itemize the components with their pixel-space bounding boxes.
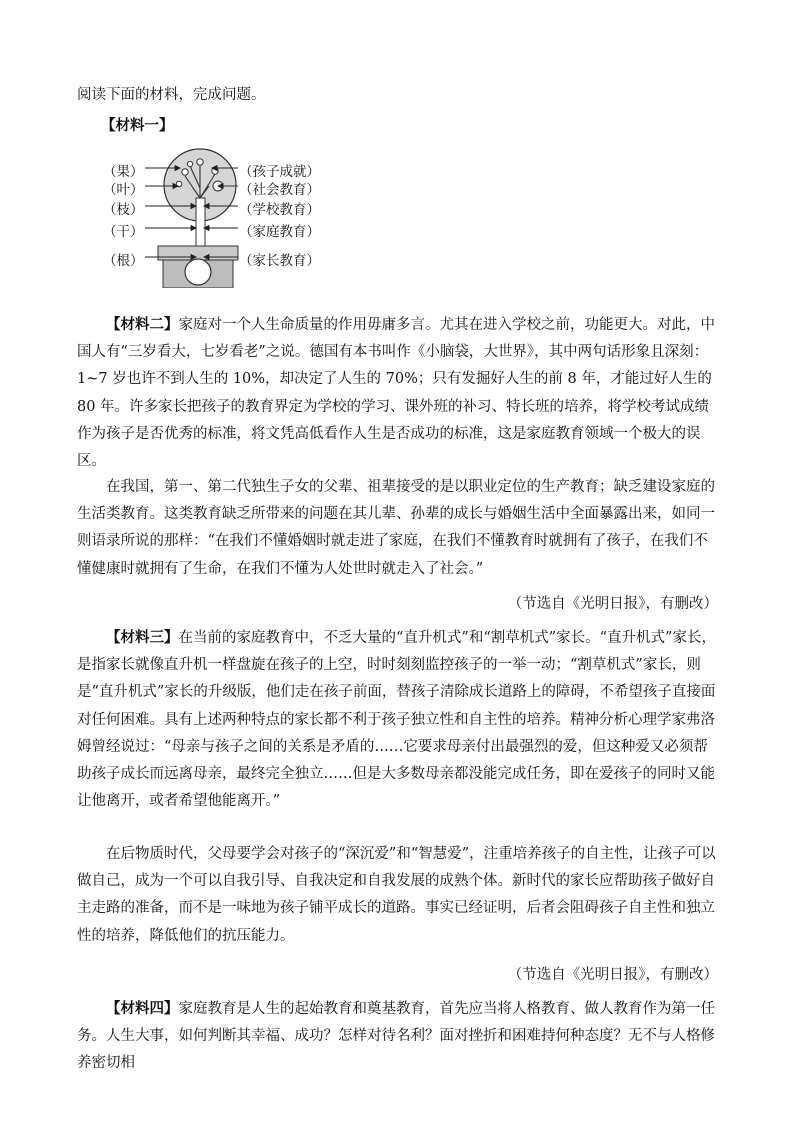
material3-text-1: 在当前的家庭教育中，不乏大量的“直升机式”和“割草机式”家长。“直升机式”家长，是指家长就像直升机一样盘旋在孩子的上空，时时刻刻监控孩子的一举一动；“割草机式”家长，则是“直升机式”家长的升级版，他们走在孩子前面，替孩子清除成长道路上的障碍，不希望孩子直接面对任何困难。具有上述两种特点的家长都不利于孩子独立性和自主性的培养。精神分析心理学家弗洛姆曾经说过：“母亲与孩子之间的关系是矛盾的……它要求母亲付出最强烈的爱，但这种爱又必须帮助孩子成长而远离母亲，最终完全独立……但是大多数母亲都没能完成任务，即在爱孩子的同时又能让他离开，或者希望他能离开。” <box>77 630 716 810</box>
material4-label: 【材料四】 <box>106 1000 179 1017</box>
material3-paragraph-2: 在后物质时代，父母要学会对孩子的“深沉爱”和“智慧爱”，注重培养孩子的自主性，让孩子可以做自己，成为一个可以自我引导、自我决定和自我发展的成熟个体。新时代的家长应帮助孩子做好自主走路的准备，而不是一味地为孩子铺平成长的道路。事实已经证明，后者会阻碍孩子自主性和独立性的培养，降低他们的抗压能力。 <box>77 846 716 944</box>
tree-right-label-family: （家庭教育） <box>239 224 320 240</box>
material3-paragraph-1 <box>77 624 717 815</box>
material4-paragraph-1 <box>77 995 717 1078</box>
intro-instruction: 阅读下面的材料，完成问题。 <box>77 87 266 103</box>
tree-left-label-leaf: （叶） <box>103 182 144 198</box>
tree-left-label-branch: （枝） <box>103 202 144 218</box>
tree-left-label-trunk: （干） <box>103 224 144 240</box>
tree-right-label-social: （社会教育） <box>239 182 320 198</box>
material2-label: 【材料二】 <box>106 316 179 333</box>
material2-source: （节选自《光明日报》，有删改） <box>507 596 718 612</box>
tree-right-label-parent: （家长教育） <box>239 253 320 269</box>
material1-title: 【材料一】 <box>101 117 174 134</box>
tree-left-label-fruit: （果） <box>103 164 144 180</box>
material2-paragraph-1 <box>77 311 717 475</box>
material3-source: （节选自《光明日报》，有删改） <box>507 967 718 983</box>
material2-paragraph-2: 在我国，第一、第二代独生子女的父辈、祖辈接受的是以职业定位的生产教育；缺乏建设家庭的生活类教育。这类教育缺乏所带来的问题在其儿辈、孙辈的成长与婚姻生活中全面暴露出来，如同一则语录所说的那样：“在我们不懂婚姻时就走进了家庭，在我们不懂教育时就拥有了孩子，在我们不懂健康时就拥有了生命，在我们不懂为人处世时就走入了社会。” <box>77 479 715 577</box>
tree-right-label-school: （学校教育） <box>239 202 320 218</box>
material2-text-1: 家庭对一个人生命质量的作用毋庸多言。尤其在进入学校之前，功能更大。对此，中国人有“三岁看大，七岁看老”之说。德国有本书叫作《小脑袋，大世界》，其中两句话形象且深刻：1~7 岁也许不到人生的 10%，却决定了人生的 70%；只有发掘好人生的前 8 年，才能过好人生的 80 年。许多家长把孩子的教育界定为学校的学习、课外班的补习、特长班的培养，将学校考试成绩作为孩子是否优秀的标准，将文凭高低看作人生是否成功的标准，这是家庭教育领域一个极大的误区。 <box>77 317 715 470</box>
education-tree-diagram <box>105 148 345 288</box>
tree-right-label-achievement: （孩子成就） <box>239 164 320 180</box>
material4-text-1: 家庭教育是人生的起始教育和奠基教育，首先应当将人格教育、做人教育作为第一任务。人生大事，如何判断其幸福、成功？怎样对待名利？面对挫折和困难持何种态度？无不与人格修养密切相 <box>77 1001 715 1072</box>
tree-left-label-root: （根） <box>103 253 144 269</box>
material3-label: 【材料三】 <box>106 629 179 646</box>
